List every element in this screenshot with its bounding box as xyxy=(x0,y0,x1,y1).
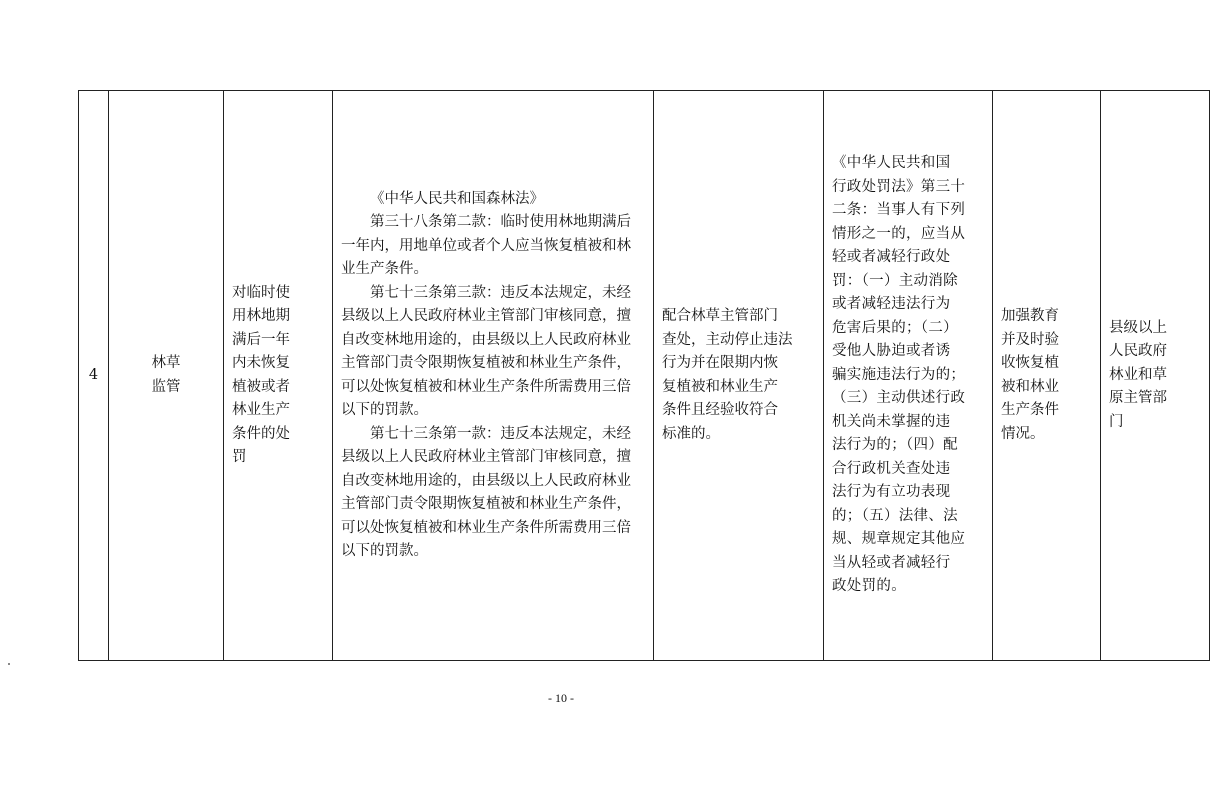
responsible-department-cell xyxy=(1101,91,1210,661)
scan-speck xyxy=(8,663,10,665)
supervision-measures-text: 加强教育 并及时验 收恢复植 被和林业 生产条件 情况。 xyxy=(1001,308,1059,442)
lenient-law-basis-cell xyxy=(824,91,993,661)
category-text: 林草 监管 xyxy=(151,355,181,395)
row-number-cell xyxy=(79,91,109,661)
penalty-item-cell xyxy=(224,91,333,661)
penalty-table xyxy=(78,90,1210,661)
penalty-item-text: 对临时使 用林地期 满后一年 内未恢复 植被或者 林业生产 条件的处 罚 xyxy=(232,284,290,465)
page-number: - 10 - xyxy=(548,691,574,705)
table-row xyxy=(79,91,1210,661)
category-cell xyxy=(109,91,224,661)
responsible-department-text: 县级以上 人民政府 林业和草 原主管部 门 xyxy=(1109,319,1167,430)
legal-basis-paragraph: 第七十三条第一款：违反本法规定，未经县级以上人民政府林业主管部门审核同意，擅自改变林地用途的，由县级以上人民政府林业主管部门责令限期恢复植被和林业生产条件，可以处恢复植被和林业生产条件所需费用三倍以下的罚款。 xyxy=(341,425,631,559)
lenient-law-basis-text: 《中华人民共和国 行政处罚法》第三十 二条：当事人有下列 情形之一的，应当从 轻或者减轻行政处 罚：（一）主动消除 或者减轻违法行为 危害后果的；（二） 受他人胁迫或者诱 骗实施违法行为的； （三）主动供述行政 机关尚未掌握的违 法行为的；（四）配 合行政机关查处违 法行为有立功表现 的；（五）法律、法 规、规章规定其他应 当从轻或者减轻行 政处罚的。 xyxy=(832,155,966,595)
legal-basis-title: 《中华人民共和国森林法》 xyxy=(370,190,544,207)
legal-basis-paragraph: 第三十八条第二款：临时使用林地期满后一年内，用地单位或者个人应当恢复植被和林业生产条件。 xyxy=(341,214,631,277)
legal-basis-cell xyxy=(333,91,654,661)
lenient-conditions-text: 配合林草主管部门 查处，主动停止违法 行为并在限期内恢 复植被和林业生产 条件且经验收符合 标准的。 xyxy=(662,308,793,442)
lenient-conditions-cell xyxy=(654,91,824,661)
row-number: 4 xyxy=(88,366,99,383)
supervision-measures-cell xyxy=(993,91,1101,661)
legal-basis-paragraph: 第七十三条第三款：违反本法规定，未经县级以上人民政府林业主管部门审核同意，擅自改变林地用途的，由县级以上人民政府林业主管部门责令限期恢复植被和林业生产条件，可以处恢复植被和林业生产条件所需费用三倍以下的罚款。 xyxy=(341,284,631,418)
